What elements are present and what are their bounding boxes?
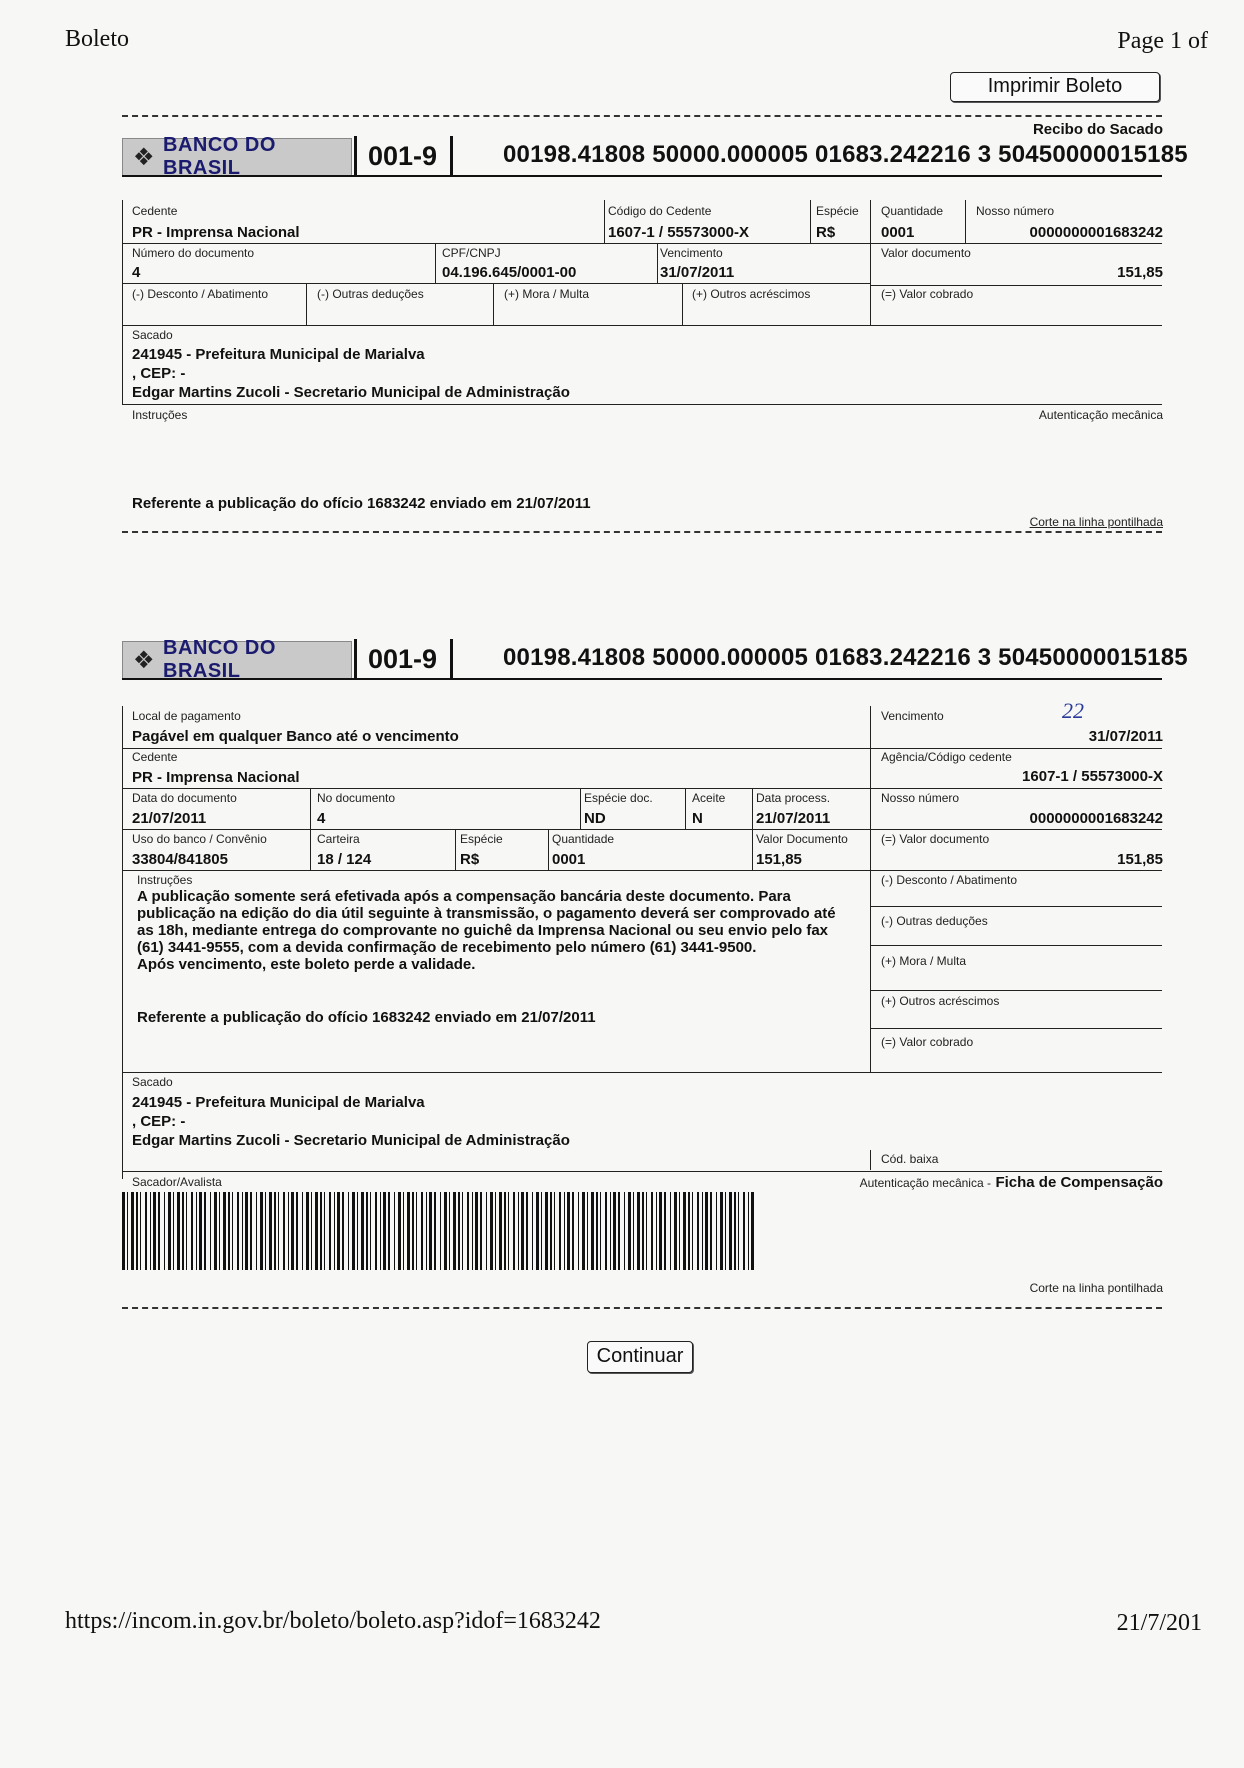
rule <box>122 788 1162 789</box>
rule <box>122 325 1162 326</box>
instrucao-line: A publicação somente será efetivada após a compensação bancária deste documento. Para <box>137 888 791 905</box>
referente-text: Referente a publicação do ofício 1683242 enviado em 21/07/2011 <box>137 1009 596 1026</box>
rule <box>870 285 1162 286</box>
label: Número do documento <box>132 246 255 260</box>
value: 4 <box>132 264 141 281</box>
value: 18 / 124 <box>317 851 372 868</box>
rule <box>122 678 1162 680</box>
border <box>493 283 494 325</box>
rule <box>870 1028 1162 1029</box>
label: Valor documento <box>881 246 971 260</box>
label: Data process. <box>756 791 831 805</box>
label: (-) Outras deduções <box>881 914 988 928</box>
value: PR - Imprensa Nacional <box>132 769 300 786</box>
rule <box>122 1171 1162 1172</box>
label: Sacado <box>132 1075 173 1089</box>
value: 21/07/2011 <box>756 810 831 827</box>
border <box>685 788 686 829</box>
rule <box>870 990 1162 991</box>
label: (-) Desconto / Abatimento <box>132 287 269 301</box>
rule <box>122 870 1162 871</box>
bank-logo-icon: ❖ <box>133 646 156 674</box>
referente-text: Referente a publicação do ofício 1683242 enviado em 21/07/2011 <box>132 495 591 512</box>
sacado-line: , CEP: - <box>132 365 186 382</box>
rule <box>122 283 870 284</box>
label: (=) Valor documento <box>881 832 990 846</box>
cut-line <box>122 1307 1162 1309</box>
divider <box>450 136 453 176</box>
label: Valor Documento <box>756 832 848 846</box>
label: Nosso número <box>976 204 1055 218</box>
value: 4 <box>317 810 326 827</box>
bank-name: BANCO DO BRASIL <box>163 134 276 179</box>
label: Quantidade <box>881 204 944 218</box>
value: 33804/841805 <box>132 851 228 868</box>
value: 151,85 <box>1117 851 1163 868</box>
rule <box>122 404 1162 405</box>
label: Nosso número <box>881 791 960 805</box>
continuar-button[interactable]: Continuar <box>587 1341 693 1373</box>
rule <box>122 1072 1162 1073</box>
value: R$ <box>816 224 836 241</box>
label: Aceite <box>692 791 726 805</box>
cut-line <box>122 115 1162 117</box>
border <box>122 200 123 404</box>
value: R$ <box>460 851 480 868</box>
label: Agência/Código cedente <box>881 750 1012 764</box>
rule <box>122 829 1162 830</box>
label: Uso do banco / Convênio <box>132 832 267 846</box>
label: Quantidade <box>552 832 615 846</box>
label: Instruções <box>132 408 188 422</box>
value: 21/07/2011 <box>132 810 207 827</box>
label: (+) Mora / Multa <box>881 954 967 968</box>
label: (-) Outras deduções <box>317 287 424 301</box>
rule <box>870 906 1162 907</box>
instrucao-line: (61) 3441-9555, com a devida confirmação de recebimento pelo número (61) 3441-9500. <box>137 939 757 956</box>
label: Cedente <box>132 750 178 764</box>
page-header-title: Boleto <box>65 26 129 52</box>
value: 0001 <box>881 224 915 241</box>
divider <box>450 639 453 679</box>
label: (-) Desconto / Abatimento <box>881 873 1018 887</box>
border <box>657 243 658 283</box>
rule <box>870 945 1162 946</box>
page-header-page: Page 1 of <box>1117 28 1208 54</box>
border <box>122 706 123 1072</box>
label: Carteira <box>317 832 360 846</box>
value: ND <box>584 810 606 827</box>
value: 151,85 <box>756 851 802 868</box>
border <box>965 200 966 243</box>
border <box>548 829 549 870</box>
footer-date: 21/7/201 <box>1116 1610 1202 1636</box>
label: Vencimento <box>881 709 944 723</box>
border <box>870 1150 871 1170</box>
value: 04.196.645/0001-00 <box>442 264 577 281</box>
recibo-label: Recibo do Sacado <box>1032 121 1163 138</box>
instrucao-line: publicação na edição do dia útil seguinte à transmissão, o pagamento deverá ser comprovado até <box>137 905 836 922</box>
label: Espécie <box>460 832 503 846</box>
sacado-line: 241945 - Prefeitura Municipal de Marialva <box>132 1094 425 1111</box>
label: (=) Valor cobrado <box>881 287 974 301</box>
value: 1607-1 / 55573000-X <box>608 224 749 241</box>
label: Código do Cedente <box>608 204 712 218</box>
border <box>870 706 871 1072</box>
label: Espécie doc. <box>584 791 653 805</box>
border <box>580 788 581 829</box>
bank-code: 001-9 <box>368 141 438 171</box>
bank-code: 001-9 <box>368 644 438 674</box>
label: Cedente <box>132 204 178 218</box>
sacado-line: Edgar Martins Zucoli - Secretario Municipal de Administração <box>132 1132 570 1149</box>
label: (+) Outros acréscimos <box>881 994 1000 1008</box>
corte-label: Corte na linha pontilhada <box>1029 1281 1163 1295</box>
cut-line <box>122 531 1162 533</box>
instrucao-line: Após vencimento, este boleto perde a validade. <box>137 956 476 973</box>
border <box>604 200 605 243</box>
autenticacao-row <box>860 1174 1163 1192</box>
border <box>810 200 811 243</box>
imprimir-boleto-button[interactable]: Imprimir Boleto <box>950 72 1160 102</box>
ficha-label: Ficha de Compensação <box>995 1174 1163 1191</box>
label: Autenticação mecânica - <box>859 1176 991 1190</box>
linha-digitavel: 00198.41808 50000.000005 01683.242216 3 50450000015185 <box>503 644 1188 671</box>
border <box>682 283 683 325</box>
rule <box>122 243 1162 244</box>
label: No documento <box>317 791 396 805</box>
sacado-line: 241945 - Prefeitura Municipal de Marialva <box>132 346 425 363</box>
barcode <box>122 1192 754 1270</box>
label: Data do documento <box>132 791 237 805</box>
rule <box>122 175 1162 177</box>
value: N <box>692 810 703 827</box>
border <box>870 200 871 325</box>
label: Instruções <box>137 873 193 887</box>
label: Sacador/Avalista <box>132 1175 222 1189</box>
instrucao-line: as 18h, mediante entrega do comprovante no guichê da Imprensa Nacional ou seu envio pelo fax <box>137 922 829 939</box>
value: 0000000001683242 <box>1029 224 1163 241</box>
rule <box>122 748 1162 749</box>
label: Cód. baixa <box>881 1152 939 1166</box>
value: 151,85 <box>1117 264 1163 281</box>
value: 0001 <box>552 851 586 868</box>
value: 31/07/2011 <box>660 264 735 281</box>
border <box>435 243 436 283</box>
label: Vencimento <box>660 246 723 260</box>
label: Local de pagamento <box>132 709 241 723</box>
linha-digitavel: 00198.41808 50000.000005 01683.242216 3 50450000015185 <box>503 141 1188 168</box>
divider <box>354 639 357 679</box>
value: PR - Imprensa Nacional <box>132 224 300 241</box>
sacado-line: Edgar Martins Zucoli - Secretario Municipal de Administração <box>132 384 570 401</box>
border <box>122 1072 123 1179</box>
border <box>306 283 307 325</box>
label: (+) Mora / Multa <box>504 287 590 301</box>
handwritten-note: 22 <box>1062 698 1084 723</box>
label: (+) Outros acréscimos <box>692 287 811 301</box>
border <box>455 829 456 870</box>
bank-logo <box>122 637 352 682</box>
footer-url: https://incom.in.gov.br/boleto/boleto.asp?idof=1683242 <box>65 1608 601 1634</box>
label: Espécie <box>816 204 859 218</box>
divider <box>354 136 357 176</box>
value: 31/07/2011 <box>1088 728 1163 745</box>
bank-name: BANCO DO BRASIL <box>163 637 276 682</box>
label: CPF/CNPJ <box>442 246 501 260</box>
value: 0000000001683242 <box>1029 810 1163 827</box>
label: Autenticação mecânica <box>1038 408 1163 422</box>
corte-label: Corte na linha pontilhada <box>1029 515 1163 529</box>
bank-logo-icon: ❖ <box>133 143 156 171</box>
label: (=) Valor cobrado <box>881 1035 974 1049</box>
label: Sacado <box>132 328 173 342</box>
bank-logo <box>122 134 352 179</box>
sacado-line: , CEP: - <box>132 1113 186 1130</box>
value: Pagável em qualquer Banco até o vencimento <box>132 728 459 745</box>
value: 1607-1 / 55573000-X <box>1022 768 1163 785</box>
